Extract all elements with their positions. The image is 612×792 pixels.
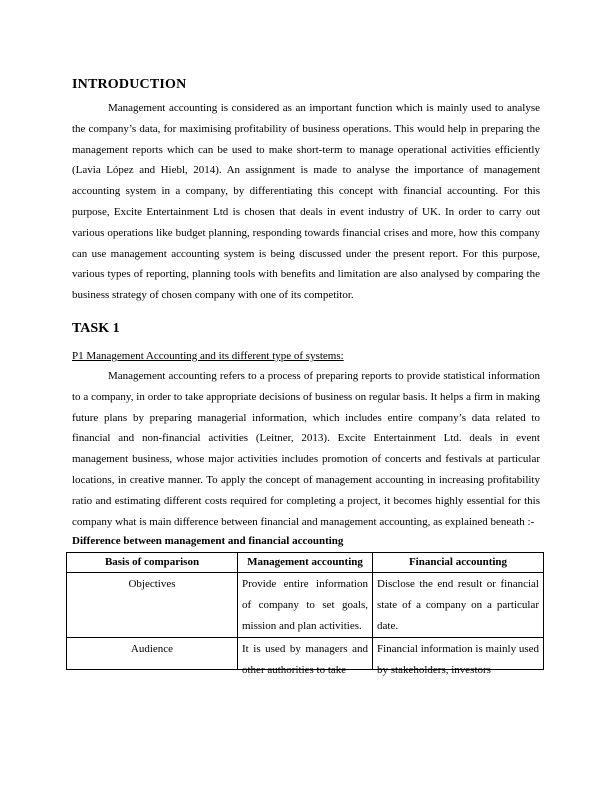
task1-subheading: P1 Management Accounting and its different type of systems: [72, 349, 344, 362]
cell-basis: Objectives [67, 573, 238, 637]
introduction-heading: INTRODUCTION [72, 77, 187, 92]
header-management: Management accounting [238, 553, 373, 573]
page-content [72, 76, 540, 676]
header-basis: Basis of comparison [67, 553, 238, 573]
cell-basis-text: Audience [130, 642, 174, 655]
cell-financial-text: Financial information is mainly used by stakeholders, investors [377, 642, 539, 676]
table-row [67, 637, 544, 669]
cell-management [238, 637, 373, 676]
cell-basis [67, 637, 238, 669]
introduction-paragraph: Management accounting is considered as an important function which is mainly used to analyse the company’s data, for maximising profitability of business operations. This would help in preparing the management reports which can be used to make short-term to manage operational activities efficiently (Lavia López and Hiebl, 2014). An assignment is made to analyse the importance of management accounting system in a company, by differentiating this concept with financial accounting. For this purpose, Excite Entertainment Ltd is chosen that deals in event industry of UK. In order to carry out various operations like budget planning, responding towards financial crises and more, how this company can use management accounting system is being discussed under the present report. For this purpose, various types of reporting, planning tools with benefits and limitation are also analysed by comparing the business strategy of chosen company with one of its competitor. [72, 102, 540, 302]
cell-financial: Disclose the end result or financial state of a company on a particular date. [373, 573, 544, 637]
table-header-row [67, 553, 544, 573]
spacer [72, 306, 540, 320]
header-financial: Financial accounting [373, 553, 544, 573]
cell-management-text: It is used by managers and other authorities to take [242, 642, 368, 676]
table-title: Difference between management and financial accounting [72, 535, 344, 548]
table-row [67, 573, 544, 637]
task1-heading: TASK 1 [72, 320, 120, 336]
comparison-table [66, 552, 544, 676]
task1-paragraph: Management accounting refers to a process of preparing reports to provide statistical information to a company, in order to take appropriate decisions of business on regular basis. It helps a firm in making future plans by preparing managerial information, which includes entire company’s data related to financial and non-financial activities (Leitner, 2013). Excite Entertainment Ltd. deals in event management business, whose major activities includes promotion of concerts and festivals at particular locations, in creative manner. To apply the concept of management accounting in increasing profitability ratio and estimating different costs required for completing a project, it becomes highly essential for this company what is main difference between financial and management accounting, as explained beneath :- [72, 369, 540, 528]
cell-financial [373, 637, 544, 676]
cell-management: Provide entire information of company to set goals, mission and plan activities. [238, 573, 373, 637]
